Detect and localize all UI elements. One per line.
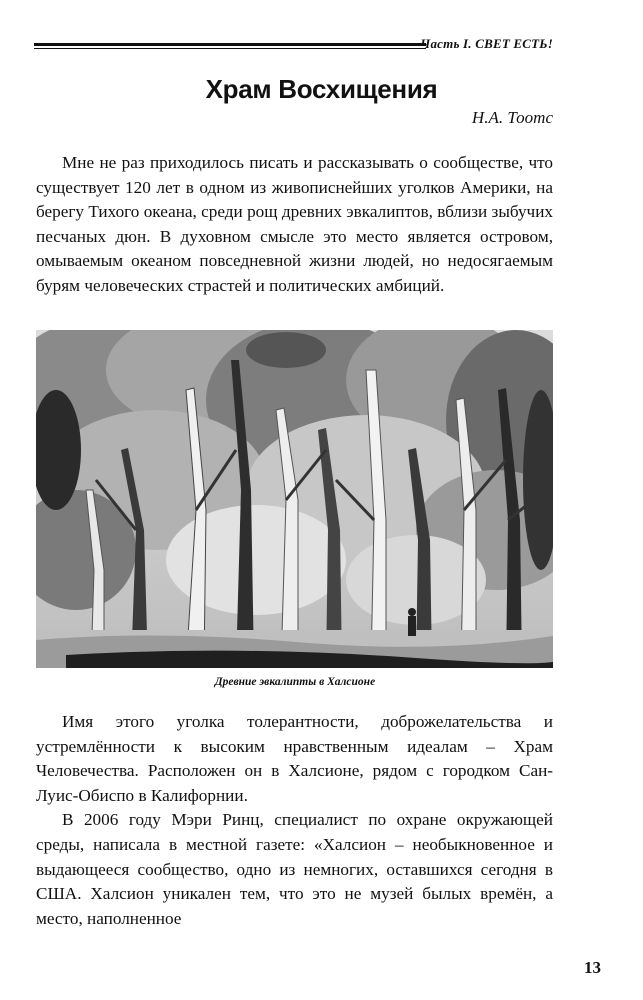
intro-text xyxy=(36,151,553,299)
photo-caption: Древние эвкалипты в Халсионе xyxy=(214,676,376,688)
running-header xyxy=(34,36,553,58)
article-title: Храм Восхищения xyxy=(205,74,438,104)
paragraph-2: Имя этого уголка толерантности, доброжелательства и устремлённости к высоким нравственным идеалам – Храм Человечества. Расположен он в Халсионе, рядом с городком Сан-Луис-Обиспо в Калифорнии. xyxy=(36,712,553,805)
eucalyptus-photo xyxy=(36,330,553,668)
paragraph-3: В 2006 году Мэри Ринц, специалист по охране окружающей среды, написала в местной газете: «Халсион – необыкновенное и выдающееся сообщество, одно из немногих, оставшихся сегодня в США. Халсион уникален тем, что это не музей былых времён, а место, наполненное xyxy=(36,810,553,928)
header-rule xyxy=(34,43,426,46)
intro-paragraph: Мне не раз приходилось писать и рассказывать о сообществе, что существует 120 лет в одном из живописнейших уголков Америки, на берегу Тихого океана, среди рощ древних эвкалиптов, вблизи зыбучих песчаных дюн. В духовном смысле это место является островом, омываемым океаном повседневной жизни людей, но недосягаемым бурям человеческих страстей и политических амбиций. xyxy=(36,153,553,295)
article-author: Н.А. Тоотс xyxy=(471,108,553,127)
section-label: Часть I. СВЕТ ЕСТЬ! xyxy=(420,36,553,51)
header-rule-thin xyxy=(34,48,426,49)
eucalyptus-grove-image xyxy=(36,330,553,668)
body-text-continued xyxy=(36,710,553,931)
page-number: 13 xyxy=(584,958,601,977)
